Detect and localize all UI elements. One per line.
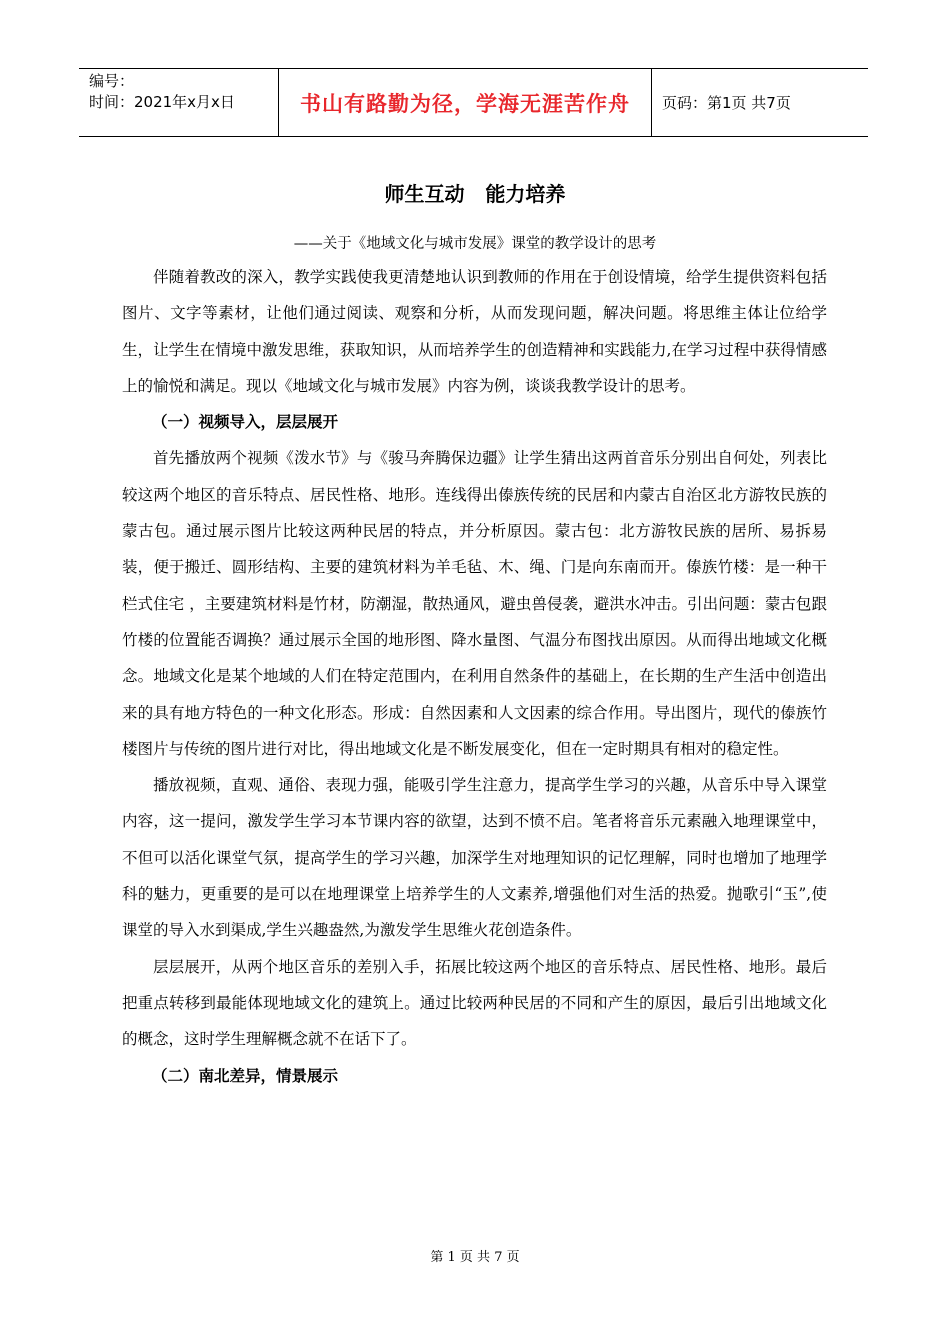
header-number-label: 编号：: [89, 72, 135, 90]
page-footer: 第 1 页 共 7 页: [430, 1250, 520, 1265]
document-title: 师生互动 能力培养: [384, 182, 566, 206]
section-heading-1: （一）视频导入，层层展开: [152, 413, 339, 432]
paragraph-section1-1: 首先播放两个视频《泼水节》与《骏马奔腾保边疆》让学生猜出这两首音乐分别出自何处，列表比较这两个地区的音乐特点、居民性格、地形。连线得出傣族传统的民居和内蒙古自治区北方游牧民族的蒙古包。通过展示图片比较这两种民居的特点，并分析原因。蒙古包：北方游牧民族的居所、易拆易装，便于搬迁、圆形结构、主要的建筑材料为羊毛毡、木、绳、门是向东南而开。傣族竹楼：是一种干栏式住宅 ，主要建筑材料是竹材，防潮湿，散热通风，避虫兽侵袭，避洪水冲击。引出问题：蒙古包跟竹楼的位置能否调换？通过展示全国的地形图、降水量图、气温分布图找出原因。从而得出地域文化概念。地域文化是某个地域的人们在特定范围内，在利用自然条件的基础上，在长期的生产生活中创造出来的具有地方特色的一种文化形态。形成：自然因素和人文因素的综合作用。导出图片，现代的傣族竹楼图片与传统的图片进行对比，得出地域文化是不断发展变化，但在一定时期具有相对的稳定性。: [122, 449, 827, 758]
section-heading-2: （二）南北差异，情景展示: [152, 1066, 339, 1085]
header-page-info: 页码：第1页 共7页: [662, 94, 791, 112]
header-meta: [79, 69, 279, 136]
paragraph-section1-2: 播放视频，直观、通俗、表现力强，能吸引学生注意力，提高学生学习的兴趣，从音乐中导入课堂内容，这一提问，激发学生学习本节课内容的欲望，达到不愤不启。笔者将音乐元素融入地理课堂中，不但可以活化课堂气氛，提高学生的学习兴趣，加深学生对地理知识的记忆理解，同时也增加了地理学科的魅力，更重要的是可以在地理课堂上培养学生的人文素养,增强他们对生活的热爱。抛歌引“玉”,使课堂的导入水到渠成,学生兴趣盎然,为激发学生思维火花创造条件。: [122, 776, 827, 940]
document-header: [79, 68, 868, 137]
document-subtitle: ——关于《地域文化与城市发展》课堂的教学设计的思考: [293, 236, 657, 252]
header-time-label: 时间：2021年x月x日: [89, 93, 235, 111]
header-motto: 书山有路勤为径，学海无涯苦作舟: [279, 69, 652, 136]
document-body: [122, 259, 827, 1094]
paragraph-intro: 伴随着教改的深入，教学实践使我更清楚地认识到教师的作用在于创设情境，给学生提供资料包括图片、文字等素材，让他们通过阅读、观察和分析，从而发现问题，解决问题。将思维主体让位给学生，让学生在情境中激发思维，获取知识，从而培养学生的创造精神和实践能力,在学习过程中获得情感上的愉悦和满足。现以《地域文化与城市发展》内容为例，谈谈我教学设计的思考。: [122, 268, 827, 395]
paragraph-section1-3: 层层展开，从两个地区音乐的差别入手，拓展比较这两个地区的音乐特点、居民性格、地形。最后把重点转移到最能体现地域文化的建筑上。通过比较两种民居的不同和产生的原因，最后引出地域文化的概念，这时学生理解概念就不在话下了。: [122, 957, 827, 1049]
